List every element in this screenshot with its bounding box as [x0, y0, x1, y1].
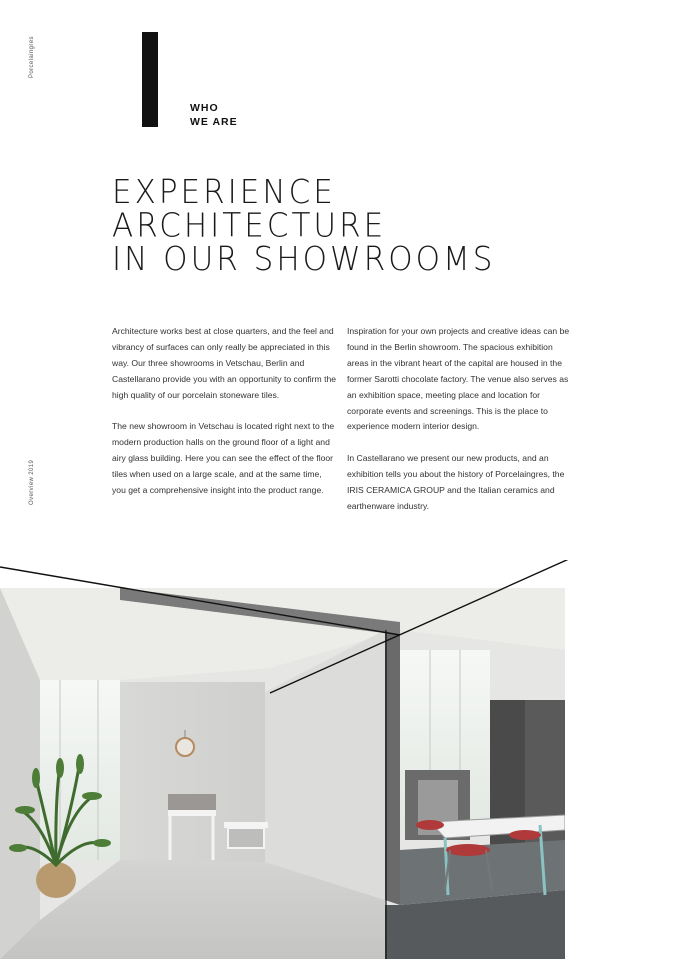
showroom-photo	[0, 560, 678, 959]
section-title	[190, 101, 238, 129]
page-headline	[112, 173, 496, 279]
body-paragraph: Inspiration for your own projects and creative ideas can be found in the Berlin showroom. The spacious exhibition areas in the vibrant heart of the capital are housed in the former Sarotti chocolate factory. The venue also serves as an exhibition space, meeting place and location for corporate events and screenings. This is the place to experience modern interior design.	[347, 326, 570, 432]
brand-vertical-label: Porcelaingres	[29, 36, 35, 78]
body-column-right	[347, 324, 572, 531]
section-title-line-1: WHO	[190, 102, 219, 114]
overview-vertical-label: Overview 2019	[29, 459, 35, 505]
headline-line-3: IN OUR SHOWROOMS	[112, 240, 496, 279]
section-marker-bar	[142, 32, 158, 127]
body-paragraph: The new showroom in Vetschau is located right next to the modern production halls on the ground floor of a light and airy glass building. Here you can see the effect of the floor tiles when used on a large scale, and at the same time, you get a comprehensive insight into the product range.	[112, 421, 335, 496]
headline-line-1: EXPERIENCE	[112, 173, 336, 212]
section-title-line-2: WE ARE	[190, 116, 238, 128]
headline-line-2: ARCHITECTURE	[112, 207, 387, 245]
body-paragraph: Architecture works best at close quarters, and the feel and vibrancy of surfaces can only really be appreciated in this way. Our three showrooms in Vetschau, Berlin and Castellarano provide you with an opportunity to confirm the high quality of our porcelain stoneware tiles.	[112, 326, 337, 400]
body-paragraph: In Castellarano we present our new products, and an exhibition tells you about the history of Porcelaingres, the IRIS CERAMICA GROUP and the Italian ceramics and earthenware industry.	[347, 453, 565, 511]
body-column-left	[112, 324, 337, 515]
